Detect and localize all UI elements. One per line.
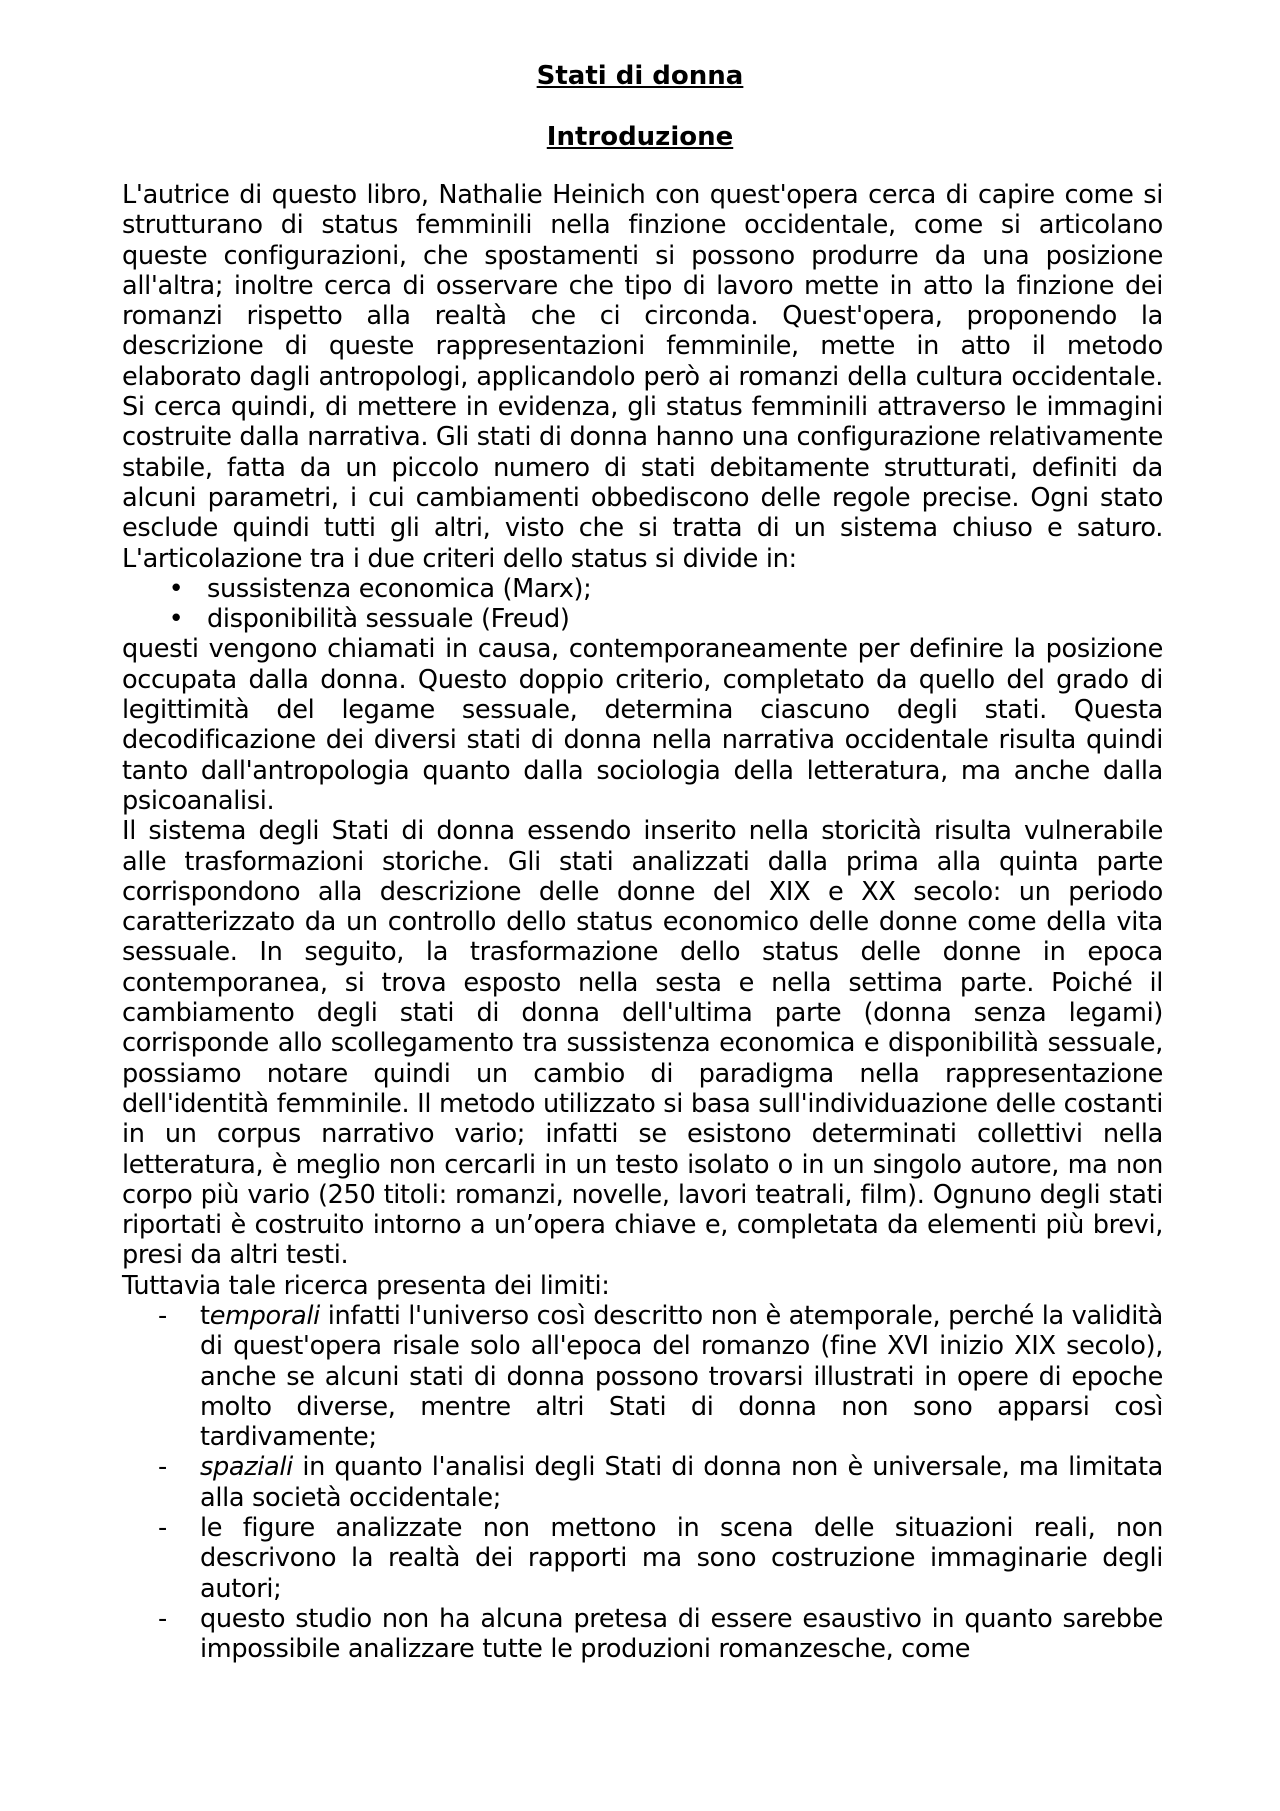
list-item — [122, 1604, 1163, 1665]
list-item — [122, 1513, 1163, 1604]
dash-icon: - — [158, 1603, 167, 1634]
list-item-text: questo studio non ha alcuna pretesa di essere esaustivo in quanto sarebbe impossibile analizzare tutte le produzioni romanzesche, come — [200, 1603, 1163, 1665]
document-title: Stati di donna — [536, 61, 744, 91]
list-item-prefix: t — [200, 1300, 210, 1331]
bullet-icon: • — [168, 604, 184, 635]
limits-list — [122, 1301, 1163, 1665]
list-item-text: le figure analizzate non mettono in scena delle situazioni reali, non descrivono la realtà dei rapporti ma sono costruzione immaginarie degli autori; — [200, 1513, 1163, 1604]
dash-icon: - — [158, 1452, 167, 1483]
list-item-text: infatti l'universo così descritto non è atemporale, perché la validità di quest'opera risale solo all'epoca del romanzo (fine XVI inizio XIX secolo), anche se alcuni stati di donna possono trovarsi illustrati in opere di epoche molto diverse, mentre altri Stati di donna non sono apparsi così tardivamente; — [200, 1300, 1163, 1453]
list-item-text: disponibilità sessuale (Freud) — [207, 604, 570, 635]
paragraph: L'autrice di questo libro, Nathalie Heinich con quest'opera cerca di capire come si strutturano di status femminili nella finzione occidentale, come si articolano queste configurazioni, che spostamenti si possono produrre da una posizione all'altra; inoltre cerca di osservare che tipo di lavoro mette in atto la finzione dei romanzi rispetto alla realtà che ci circonda. Quest'opera, proponendo la descrizione di queste rappresentazioni femminile, mette in atto il metodo elaborato dagli antropologi, applicandolo però ai romanzi della cultura occidentale. Si cerca quindi, di mettere in evidenza, gli status femminili attraverso le immagini costruite dalla narrativa. Gli stati di donna hanno una configurazione relativamente stabile, fatta da un piccolo numero di stati debitamente strutturati, definiti da alcuni parametri, i cui cambiamenti obbediscono delle regole precise. Ogni stato esclude quindi tutti gli altri, visto che si tratta di un sistema chiuso e saturo. L'articolazione tra i due criteri dello status si divide in: — [122, 180, 1163, 574]
list-item — [122, 574, 1163, 604]
list-item — [122, 1301, 1163, 1452]
list-item-text: in quanto l'analisi degli Stati di donna non è universale, ma limitata alla società occidentale; — [200, 1452, 1163, 1513]
paragraph: Il sistema degli Stati di donna essendo inserito nella storicità risulta vulnerabile alle trasformazioni storiche. Gli stati analizzati dalla prima alla quinta parte corrispondono alla descrizione delle donne del XIX e XX secolo: un periodo caratterizzato da un controllo dello status economico delle donne come della vita sessuale. In seguito, la trasformazione dello status delle donne in epoca contemporanea, si trova esposto nella sesta e nella settima parte. Poiché il cambiamento degli stati di donna dell'ultima parte (donna senza legami) corrisponde allo scollegamento tra sussistenza economica e disponibilità sessuale, possiamo notare quindi un cambio di paradigma nella rappresentazione dell'identità femminile. Il metodo utilizzato si basa sull'individuazione delle costanti in un corpus narrativo vario; infatti se esistono determinati collettivi nella letteratura, è meglio non cercarli in un testo isolato o in un singolo autore, ma non corpo più vario (250 titoli: romanzi, novelle, lavori teatrali, film). Ognuno degli stati riportati è costruito intorno a un’opera chiave e, completata da elementi più brevi, presi da altri testi. — [122, 816, 1163, 1271]
paragraph: Tuttavia tale ricerca presenta dei limiti: — [122, 1270, 610, 1301]
bullet-icon: • — [168, 573, 184, 604]
list-item-emphasis: emporali — [209, 1300, 320, 1331]
criteria-list — [122, 574, 1163, 635]
list-item-text: sussistenza economica (Marx); — [207, 573, 592, 604]
list-item-emphasis: spaziali — [200, 1452, 293, 1483]
paragraph: questi vengono chiamati in causa, contemporaneamente per definire la posizione occupata dalla donna. Questo doppio criterio, completato da quello del grado di legittimità del legame sessuale, determina ciascuno degli stati. Questa decodificazione dei diversi stati di donna nella narrativa occidentale risulta quindi tanto dall'antropologia quanto dalla sociologia della letteratura, ma anche dalla psicoanalisi. — [122, 634, 1163, 816]
section-heading: Introduzione — [546, 122, 734, 152]
dash-icon: - — [158, 1300, 167, 1331]
list-item — [122, 1452, 1163, 1513]
list-item — [122, 604, 1163, 634]
dash-icon: - — [158, 1513, 167, 1544]
document-body — [122, 180, 1163, 1665]
